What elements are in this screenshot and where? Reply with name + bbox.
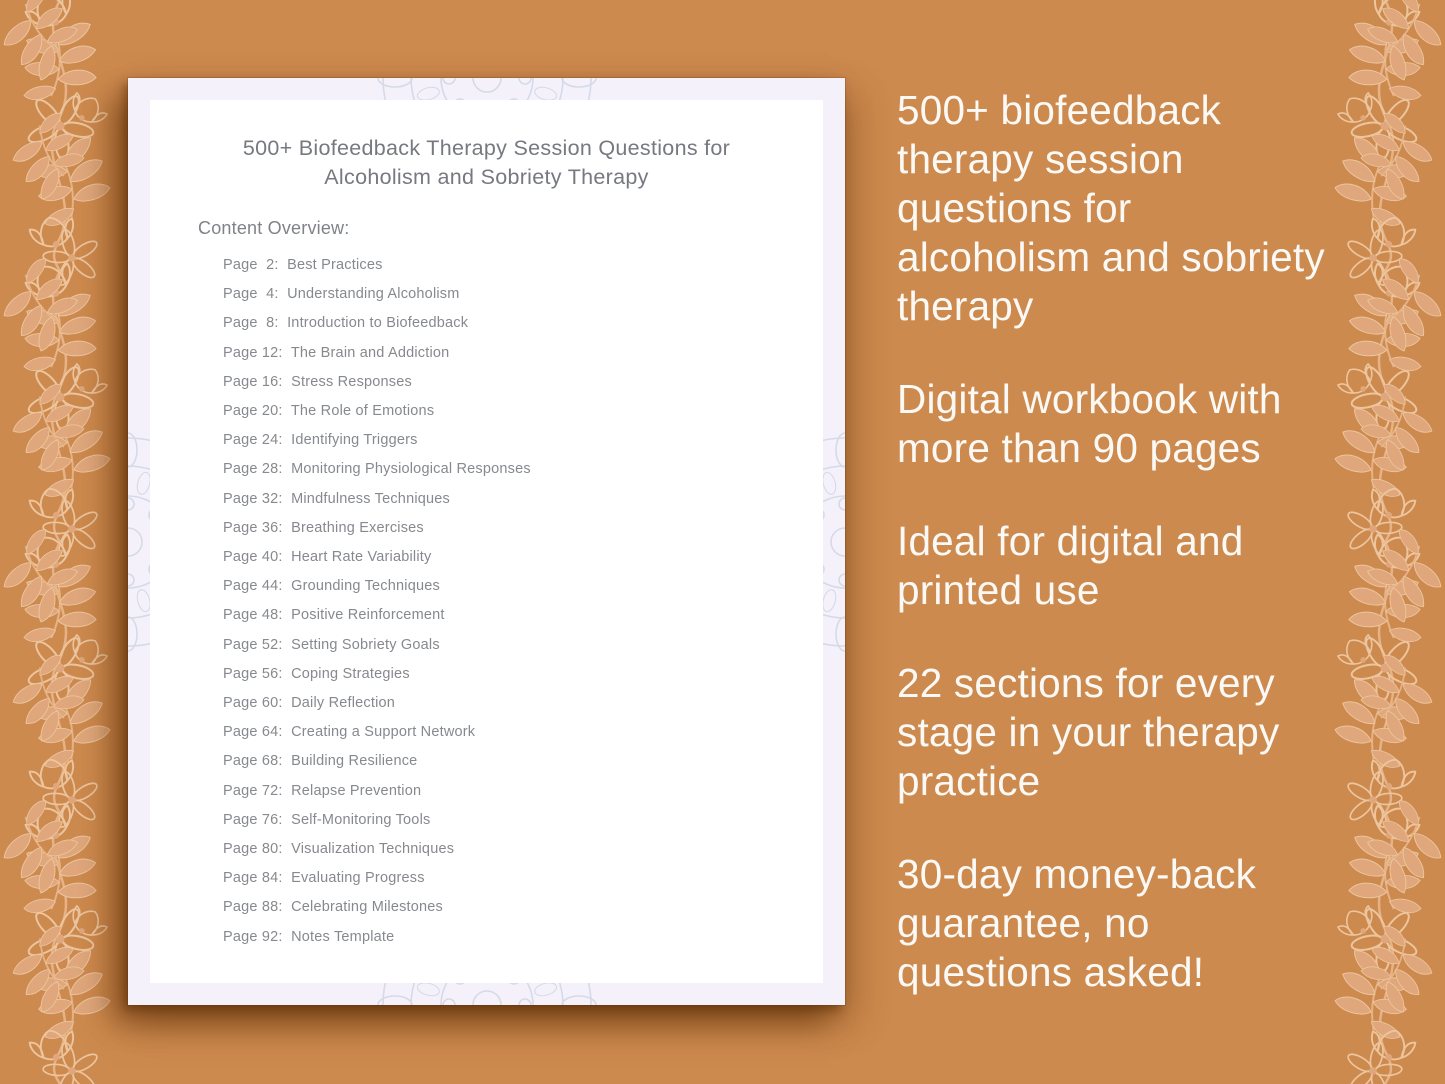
toc-item: Page 28: Monitoring Physiological Responses	[223, 461, 531, 478]
toc-item: Page 92: Notes Template	[223, 928, 395, 945]
marketing-paragraph-title: 500+ biofeedback therapy session questions for alcoholism and sobriety therapy	[897, 87, 1325, 329]
marketing-paragraph-sections: 22 sections for every stage in your therapy practice	[897, 660, 1280, 804]
toc-item: Page 84: Evaluating Progress	[223, 870, 425, 887]
toc-item: Page 60: Daily Reflection	[223, 695, 396, 712]
marketing-copy	[897, 86, 1327, 1041]
workbook-page-card	[128, 78, 845, 1005]
toc-item: Page 32: Mindfulness Techniques	[223, 490, 451, 507]
toc-item: Page 76: Self-Monitoring Tools	[223, 811, 431, 828]
toc-item: Page 4: Understanding Alcoholism	[223, 286, 460, 303]
marketing-paragraph-pages: Digital workbook with more than 90 pages	[897, 376, 1282, 471]
toc-item: Page 72: Relapse Prevention	[223, 782, 422, 799]
toc-item: Page 16: Stress Responses	[223, 373, 412, 390]
toc-item: Page 36: Breathing Exercises	[223, 519, 424, 536]
toc-list	[223, 251, 823, 952]
toc-item: Page 8: Introduction to Biofeedback	[223, 315, 469, 332]
toc-item: Page 52: Setting Sobriety Goals	[223, 636, 440, 653]
marketing-paragraph-guarantee: 30-day money-back guarantee, no questions asked!	[897, 851, 1257, 995]
toc-item: Page 68: Building Resilience	[223, 753, 418, 770]
page-title: 500+ Biofeedback Therapy Session Questions for Alcoholism and Sobriety Therapy	[242, 136, 731, 189]
floral-vine-left-icon	[0, 0, 134, 1084]
floral-vine-right-icon	[1311, 0, 1445, 1084]
content-overview-heading: Content Overview:	[198, 218, 350, 238]
toc-item: Page 64: Creating a Support Network	[223, 724, 476, 741]
toc-item: Page 2: Best Practices	[223, 257, 383, 273]
toc-item: Page 80: Visualization Techniques	[223, 841, 455, 858]
toc-item: Page 88: Celebrating Milestones	[223, 899, 443, 916]
marketing-paragraph-use: Ideal for digital and printed use	[897, 518, 1244, 613]
workbook-page-sheet	[150, 100, 823, 983]
toc-item: Page 40: Heart Rate Variability	[223, 549, 432, 566]
toc-item: Page 24: Identifying Triggers	[223, 432, 418, 449]
toc-item: Page 56: Coping Strategies	[223, 665, 410, 682]
toc-item: Page 44: Grounding Techniques	[223, 578, 440, 595]
toc-item: Page 12: The Brain and Addiction	[223, 344, 450, 361]
toc-item: Page 20: The Role of Emotions	[223, 403, 435, 420]
toc-item: Page 48: Positive Reinforcement	[223, 607, 445, 624]
